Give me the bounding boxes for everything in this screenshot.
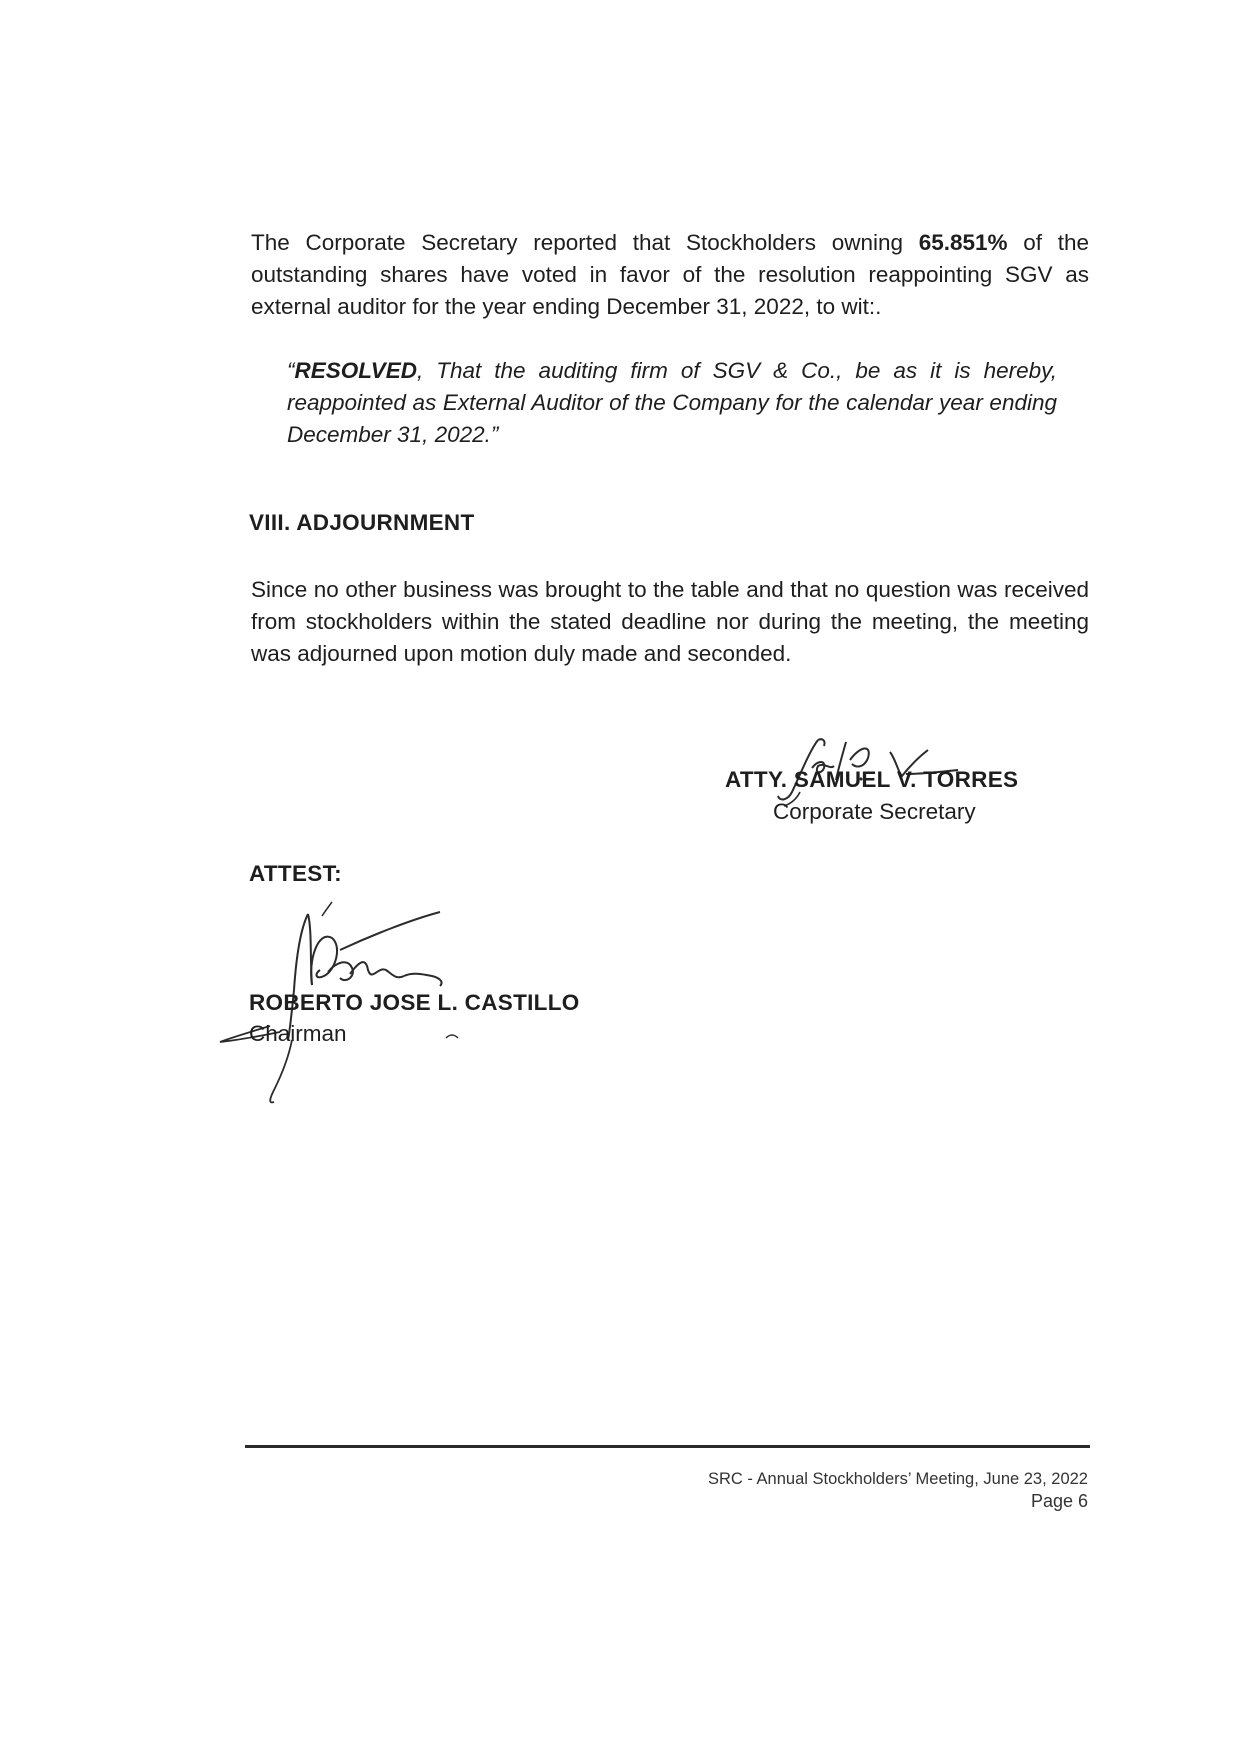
resolved-keyword: RESOLVED	[294, 358, 418, 383]
quote-open-mark: “	[287, 358, 295, 383]
resolution-quote	[287, 355, 1057, 451]
auditor-vote-paragraph	[251, 227, 1089, 323]
secretary-title: Corporate Secretary	[773, 799, 976, 824]
page-footer	[708, 1468, 1088, 1512]
p1-text-before: The Corporate Secretary reported that Stockholders owning	[251, 230, 919, 255]
resolution-text: , That the auditing firm of SGV & Co., be as it is hereby, reappointed as External Auditor of the Company for the calendar year ending December 31, 2022.”	[287, 358, 1057, 447]
page-number: Page 6	[1030, 1491, 1088, 1511]
chairman-title: Chairman	[249, 1021, 347, 1046]
p1-text-after: of the outstanding shares have voted in favor of the resolution reappointing SGV as external auditor for the year ending December 31, 2022, to wit:.	[251, 230, 1089, 319]
attest-label: ATTEST:	[249, 861, 342, 886]
footer-meeting-reference: SRC - Annual Stockholders’ Meeting, June 23, 2022	[707, 1470, 1088, 1488]
section-heading: VIII. ADJOURNMENT	[249, 510, 475, 535]
chairman-name: ROBERTO JOSE L. CASTILLO	[249, 990, 580, 1015]
secretary-signature	[700, 700, 1020, 810]
footer-divider	[245, 1445, 1090, 1448]
vote-percentage: 65.851%	[918, 230, 1008, 255]
adjournment-paragraph: Since no other business was brought to the table and that no question was received from stockholders within the stated deadline nor during the meeting, the meeting was adjourned upon motion duly made and seconded.	[251, 577, 1089, 666]
secretary-name: ATTY. SAMUEL V. TORRES	[725, 767, 1019, 792]
